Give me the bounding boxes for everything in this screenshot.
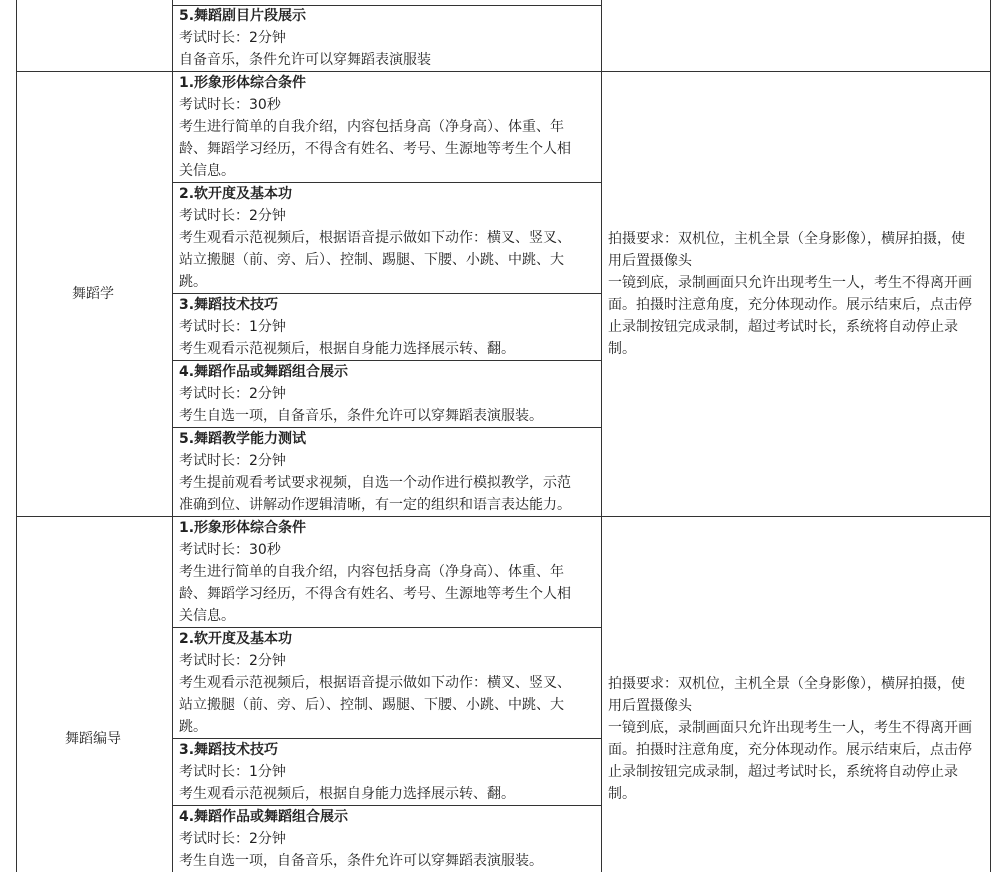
exam-item (179, 294, 597, 360)
exam-item-line: 考生提前观看考试要求视频，自选一个动作进行模拟教学，示范 (179, 475, 571, 491)
exam-item-line: 准确到位、讲解动作逻辑清晰，有一定的组织和语言表达能力。 (179, 497, 571, 513)
exam-item-line: 考试时长：2分钟 (179, 453, 286, 469)
exam-item-line: 站立搬腿（前、旁、后）、控制、踢腿、下腰、小跳、中跳、大 (179, 697, 564, 713)
requirement-line: 制。 (608, 786, 636, 802)
exam-item (179, 628, 597, 738)
major-name: 舞蹈编导 (65, 731, 121, 747)
exam-item-line: 考生进行简单的自我介绍，内容包括身高（净身高）、体重、年 (179, 564, 564, 580)
exam-item (179, 361, 597, 427)
exam-item-title: 3.舞蹈技术技巧 (179, 742, 279, 758)
exam-item (179, 739, 597, 805)
exam-item-title: 1.形象形体综合条件 (179, 75, 307, 91)
exam-item-line: 考试时长：2分钟 (179, 831, 286, 847)
exam-item (179, 183, 597, 293)
requirement-line: 制。 (608, 341, 636, 357)
exam-item-line: 关信息。 (179, 163, 235, 179)
exam-item-line: 考生观看示范视频后，根据自身能力选择展示转、翻。 (179, 341, 515, 357)
filming-requirement (608, 673, 988, 805)
table-divider-col2 (601, 0, 602, 872)
exam-item-line: 考生观看示范视频后，根据语音提示做如下动作：横叉、竖叉、 (179, 675, 571, 691)
exam-item-line: 跳。 (179, 719, 207, 735)
exam-item-title: 4.舞蹈作品或舞蹈组合展示 (179, 809, 349, 825)
exam-item-line: 跳。 (179, 274, 207, 290)
exam-item-line: 考生自选一项，自备音乐，条件允许可以穿舞蹈表演服装。 (179, 408, 543, 424)
table-border-right (990, 0, 991, 872)
exam-item-line: 考试时长：2分钟 (179, 208, 286, 224)
exam-item-title: 5.舞蹈教学能力测试 (179, 431, 307, 447)
exam-item-line: 考试时长：2分钟 (179, 30, 286, 46)
exam-item-line: 考试时长：2分钟 (179, 653, 286, 669)
table-divider-col1 (172, 0, 173, 872)
exam-item-line: 考生观看示范视频后，根据语音提示做如下动作：横叉、竖叉、 (179, 230, 571, 246)
exam-item-line: 考试时长：30秒 (179, 542, 281, 558)
exam-item-line: 考生进行简单的自我介绍，内容包括身高（净身高）、体重、年 (179, 119, 564, 135)
exam-item-line: 考生自选一项，自备音乐，条件允许可以穿舞蹈表演服装。 (179, 853, 543, 869)
requirement-line: 用后置摄像头 (608, 253, 692, 269)
exam-item-line: 考试时长：30秒 (179, 97, 281, 113)
filming-requirement (608, 228, 988, 360)
exam-item-title: 1.形象形体综合条件 (179, 520, 307, 536)
exam-item (179, 517, 597, 627)
requirement-line: 拍摄要求：双机位，主机全景（全身影像），横屏拍摄，使 (608, 231, 965, 247)
requirement-line: 止录制按钮完成录制，超过考试时长，系统将自动停止录 (608, 319, 958, 335)
exam-item-line: 考生观看示范视频后，根据自身能力选择展示转、翻。 (179, 786, 515, 802)
exam-item-line: 龄、舞蹈学习经历，不得含有姓名、考号、生源地等考生个人相 (179, 586, 571, 602)
exam-item (179, 806, 597, 872)
requirement-line: 面。拍摄时注意角度，充分体现动作。展示结束后，点击停 (608, 297, 972, 313)
requirement-line: 用后置摄像头 (608, 698, 692, 714)
major-name: 舞蹈学 (72, 286, 114, 302)
exam-item-line: 考试时长：1分钟 (179, 764, 286, 780)
requirement-line: 止录制按钮完成录制，超过考试时长，系统将自动停止录 (608, 764, 958, 780)
exam-item-line: 站立搬腿（前、旁、后）、控制、踢腿、下腰、小跳、中跳、大 (179, 252, 564, 268)
requirement-line: 面。拍摄时注意角度，充分体现动作。展示结束后，点击停 (608, 742, 972, 758)
exam-item-line: 考试时长：1分钟 (179, 319, 286, 335)
exam-item-title: 2.软开度及基本功 (179, 186, 293, 202)
exam-item (179, 428, 597, 516)
exam-item-title: 4.舞蹈作品或舞蹈组合展示 (179, 364, 349, 380)
exam-item-line: 考试时长：2分钟 (179, 386, 286, 402)
exam-item (179, 72, 597, 182)
exam-item-line: 自备音乐，条件允许可以穿舞蹈表演服装 (179, 52, 431, 68)
requirement-line: 一镜到底，录制画面只允许出现考生一人，考生不得离开画 (608, 720, 972, 736)
requirement-line: 一镜到底，录制画面只允许出现考生一人，考生不得离开画 (608, 275, 972, 291)
exam-item-title: 2.软开度及基本功 (179, 631, 293, 647)
exam-item-line: 龄、舞蹈学习经历，不得含有姓名、考号、生源地等考生个人相 (179, 141, 571, 157)
exam-item-title: 5.舞蹈剧目片段展示 (179, 8, 307, 24)
exam-item (179, 5, 597, 71)
exam-item-line: 关信息。 (179, 608, 235, 624)
exam-item-title: 3.舞蹈技术技巧 (179, 297, 279, 313)
requirement-line: 拍摄要求：双机位，主机全景（全身影像），横屏拍摄，使 (608, 676, 965, 692)
